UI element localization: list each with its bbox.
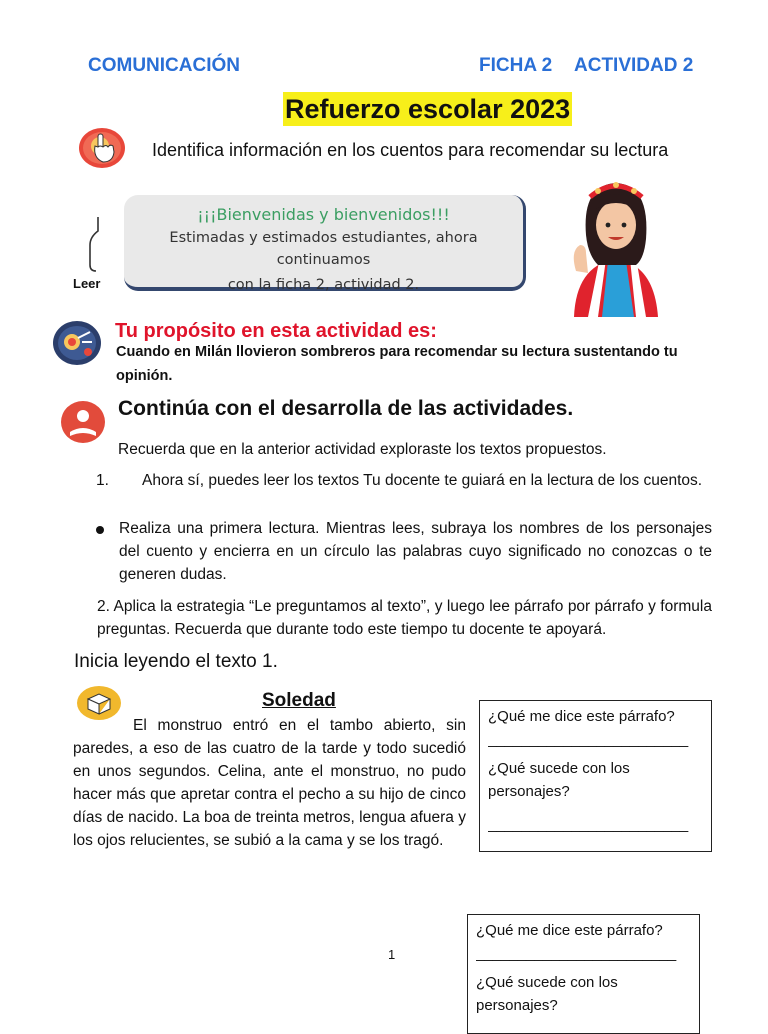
box1-question-1: ¿Qué me dice este párrafo?	[488, 708, 675, 725]
page-title: Refuerzo escolar 2023	[285, 94, 571, 124]
item1-number: 1.	[96, 472, 109, 489]
leer-fragment: Leer	[73, 276, 101, 291]
story-paragraph: El monstruo entró en el tambo abierto, sin paredes, a eso de las cuatro de la tarde y todo sucedió en unos segundos. Celina, ante el monstruo, no pudo hacer más que apretar contra el pecho a su hijo de cinco días de nacido. La boa de treinta metros, lengua afuera y los ojos relucientes, se subió a la cama y se los tragó.	[73, 717, 466, 849]
purpose-text: Cuando en Milán llovieron sombreros para recomendar su lectura sustentando tu opinión.	[116, 344, 678, 384]
question-box-2	[467, 914, 700, 1034]
ficha-label: FICHA 2	[479, 55, 553, 76]
box2-answer-line-1[interactable]: ________________________	[476, 945, 677, 962]
subject-label: COMUNICACIÓN	[88, 55, 240, 76]
welcome-line-1: Estimadas y estimados estudiantes, ahora continuamos	[169, 230, 478, 268]
box1-question-2: ¿Qué sucede con los personajes?	[488, 760, 630, 800]
target-icon	[52, 320, 102, 366]
bullet-dot-icon	[96, 526, 104, 534]
bullet-text: Realiza una primera lectura. Mientras lees, subraya los nombres de los personajes del cuento y encierra en un círculo las palabras cuyo significado no conozcas o te generen dudas.	[119, 520, 712, 583]
box1-answer-line-1[interactable]: ________________________	[488, 731, 689, 748]
page-number: 1	[388, 947, 396, 962]
section-intro: Recuerda que en la anterior actividad exploraste los textos propuestos.	[118, 441, 607, 458]
welcome-line-2: con la ficha 2, actividad 2.	[227, 277, 420, 293]
start-reading-text: Inicia leyendo el texto 1.	[74, 651, 278, 672]
box2-question-1: ¿Qué me dice este párrafo?	[476, 922, 663, 939]
question-box-1	[479, 700, 712, 852]
item1-text: Ahora sí, puedes leer los textos Tu docente te guiará en la lectura de los cuentos.	[142, 472, 703, 489]
box1-answer-line-2[interactable]: ________________________	[488, 816, 689, 833]
teacher-illustration	[568, 175, 664, 317]
box2-question-2: ¿Qué sucede con los personajes?	[476, 974, 618, 1014]
purpose-heading: Tu propósito en esta actividad es:	[115, 320, 437, 342]
actividad-label: ACTIVIDAD 2	[574, 55, 694, 76]
story-title: Soledad	[262, 690, 336, 711]
reading-icon	[60, 400, 106, 444]
item2-text: 2. Aplica la estrategia “Le preguntamos al texto”, y luego lee párrafo por párrafo y formula preguntas. Recuerda que durante todo este tiempo tu docente te apoyará.	[97, 598, 712, 638]
hand-pointer-icon	[78, 126, 128, 170]
section-heading: Continúa con el desarrolla de las actividades.	[118, 397, 574, 420]
welcome-bubble	[124, 195, 526, 291]
bottle-icon	[88, 215, 104, 273]
welcome-greeting: ¡¡¡Bienvenidas y bienvenidos!!!	[197, 205, 450, 224]
objective-text: Identifica información en los cuentos para recomendar su lectura	[152, 140, 669, 160]
